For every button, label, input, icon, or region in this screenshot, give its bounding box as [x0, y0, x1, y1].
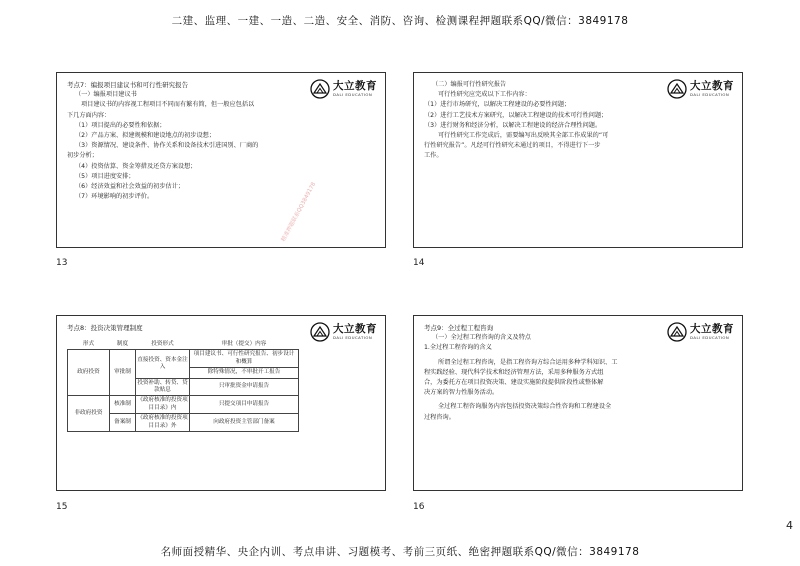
paragraph-line: 过程咨询。 — [424, 413, 455, 421]
investment-decision-table — [67, 340, 299, 432]
logo-subtext: DALI EDUCATION — [333, 92, 373, 97]
list-item: （4）投资估算、资金筹措及还贷方案设想； — [75, 162, 197, 170]
paragraph-line: 可行性研究工作完成后，需要编写出反映其全部工作成果的“可 — [438, 132, 609, 140]
table-cell: 核准制 — [110, 396, 136, 414]
table-cell: 《政府核准的投资项目目录》外 — [136, 414, 190, 432]
paragraph-line: 下几方面内容： — [67, 111, 111, 119]
table-cell: 备案制 — [110, 414, 136, 432]
logo-subtext: DALI EDUCATION — [690, 335, 730, 340]
section-heading: （二）编报可行性研究报告 — [432, 81, 507, 88]
slide-title: 考点7：编报项目建议书和可行性研究报告 — [67, 81, 189, 89]
logo-text: 大立教育 — [333, 80, 377, 92]
logo-text: 大立教育 — [333, 323, 377, 335]
column-header: 投资形式 — [136, 340, 190, 350]
table-cell: 非政府投资 — [68, 396, 110, 432]
list-item: （3）资源情况、建设条件、协作关系和设备技术引进国别、厂商的 — [75, 142, 259, 150]
section-heading: （一）编报项目建议书 — [75, 91, 137, 99]
page-header-banner: 二建、监理、一建、一造、二造、安全、消防、咨询、检测课程押题联系QQ/微信：3849178 — [171, 15, 629, 27]
subsection-heading: 1.全过程工程咨询的含义 — [424, 344, 492, 352]
list-item: （1）项目提出的必要性和依据； — [75, 121, 166, 129]
slide-number: 13 — [56, 258, 68, 268]
watermark: 精准押题联系QQ3849178 — [280, 181, 318, 243]
column-header: 制度 — [110, 340, 136, 350]
slide-number: 15 — [56, 502, 68, 512]
slide-number: 14 — [413, 258, 425, 268]
slide-13 — [56, 72, 386, 248]
slide-14 — [413, 72, 743, 248]
table-cell: 审批制 — [110, 350, 136, 396]
table-cell: 除特殊情况，不审批开工报告 — [190, 368, 299, 378]
paragraph-line: 决方案的智力性服务活动。 — [424, 389, 499, 397]
list-item: （6）经济效益和社会效益的初步估计； — [75, 183, 185, 191]
logo-text: 大立教育 — [690, 323, 734, 335]
logo-subtext: DALI EDUCATION — [690, 92, 730, 97]
column-header: 形式 — [68, 340, 110, 350]
list-item: （2）进行工艺技术方案研究，以解决工程建设的技术可行性问题； — [424, 111, 608, 119]
paragraph-line: 合，为委托方在项目投资决策、建设实施阶段提供阶段性或整体解 — [424, 379, 604, 387]
table-cell: 只提交项目申请报告 — [190, 396, 299, 414]
slide-15 — [56, 315, 386, 491]
table-cell: 投资补助、转贷、贷款贴息 — [136, 378, 190, 396]
paragraph-line: 工作。 — [424, 152, 443, 160]
page-footer-banner: 名师面授精华、央企内训、考点串讲、习题模考、考前三页纸、绝密押题联系QQ/微信：3849178 — [160, 546, 640, 558]
table-cell: 《政府核准的投资项目目录》内 — [136, 396, 190, 414]
table-cell: 直接投资、资本金注入 — [136, 350, 190, 378]
slide-title: 考点9：全过程工程咨询 — [424, 324, 494, 332]
logo-text: 大立教育 — [690, 80, 734, 92]
slide-15-body — [67, 323, 317, 333]
logo — [310, 79, 377, 99]
list-item-cont: 初步分析； — [67, 152, 98, 160]
logo-subtext: DALI EDUCATION — [333, 335, 373, 340]
page-number: 4 — [786, 519, 793, 532]
table-cell: 政府投资 — [68, 350, 110, 396]
logo — [310, 322, 377, 342]
slide-title: 考点8：投资决策管理制度 — [67, 324, 143, 332]
paragraph-line: 行性研究报告”。凡经可行性研究未通过的项目，不得进行下一步 — [424, 142, 601, 150]
slide-13-body — [67, 80, 317, 202]
paragraph-line: 可行性研究应完成以下工作内容： — [438, 91, 531, 99]
paragraph-line: 所谓全过程工程咨询，是指工程咨询方综合运用多种学科知识、工 — [438, 358, 618, 366]
list-item: （1）进行市场研究，以解决工程建设的必要性问题； — [424, 101, 571, 109]
table-cell: 项目建议书、可行性研究报告、初步设计和概算 — [190, 350, 299, 368]
table-cell: 只审批资金申请报告 — [190, 378, 299, 396]
list-item: （5）项目进度安排； — [75, 172, 135, 180]
paragraph-line: 全过程工程咨询服务内容包括投资决策综合性咨询和工程建设全 — [438, 403, 612, 411]
column-header: 审批（提交）内容 — [190, 340, 299, 350]
table-row — [68, 350, 299, 368]
table-row — [68, 396, 299, 414]
paragraph-line: 项目建议书的内容视工程项目不同而有繁有简，但一般应包括以 — [81, 101, 255, 109]
section-heading: （一）全过程工程咨询的含义及特点 — [432, 334, 531, 342]
paragraph-line: 程实践经验、现代科学技术和经济管理方法，采用多种服务方式组 — [424, 368, 604, 376]
list-item: （2）产品方案、拟建规模和建设地点的初步设想； — [75, 132, 216, 140]
table-header-row — [68, 340, 299, 350]
slide-16 — [413, 315, 743, 491]
slide-number: 16 — [413, 502, 425, 512]
slide-14-body — [424, 80, 736, 162]
list-item: （7）环境影响的初步评价。 — [75, 193, 154, 201]
list-item: （3）进行财务和经济分析，以解决工程建设的经济合理性问题。 — [424, 121, 602, 129]
table-cell: 向政府投资主管部门备案 — [190, 414, 299, 432]
slide-16-body — [424, 323, 736, 423]
